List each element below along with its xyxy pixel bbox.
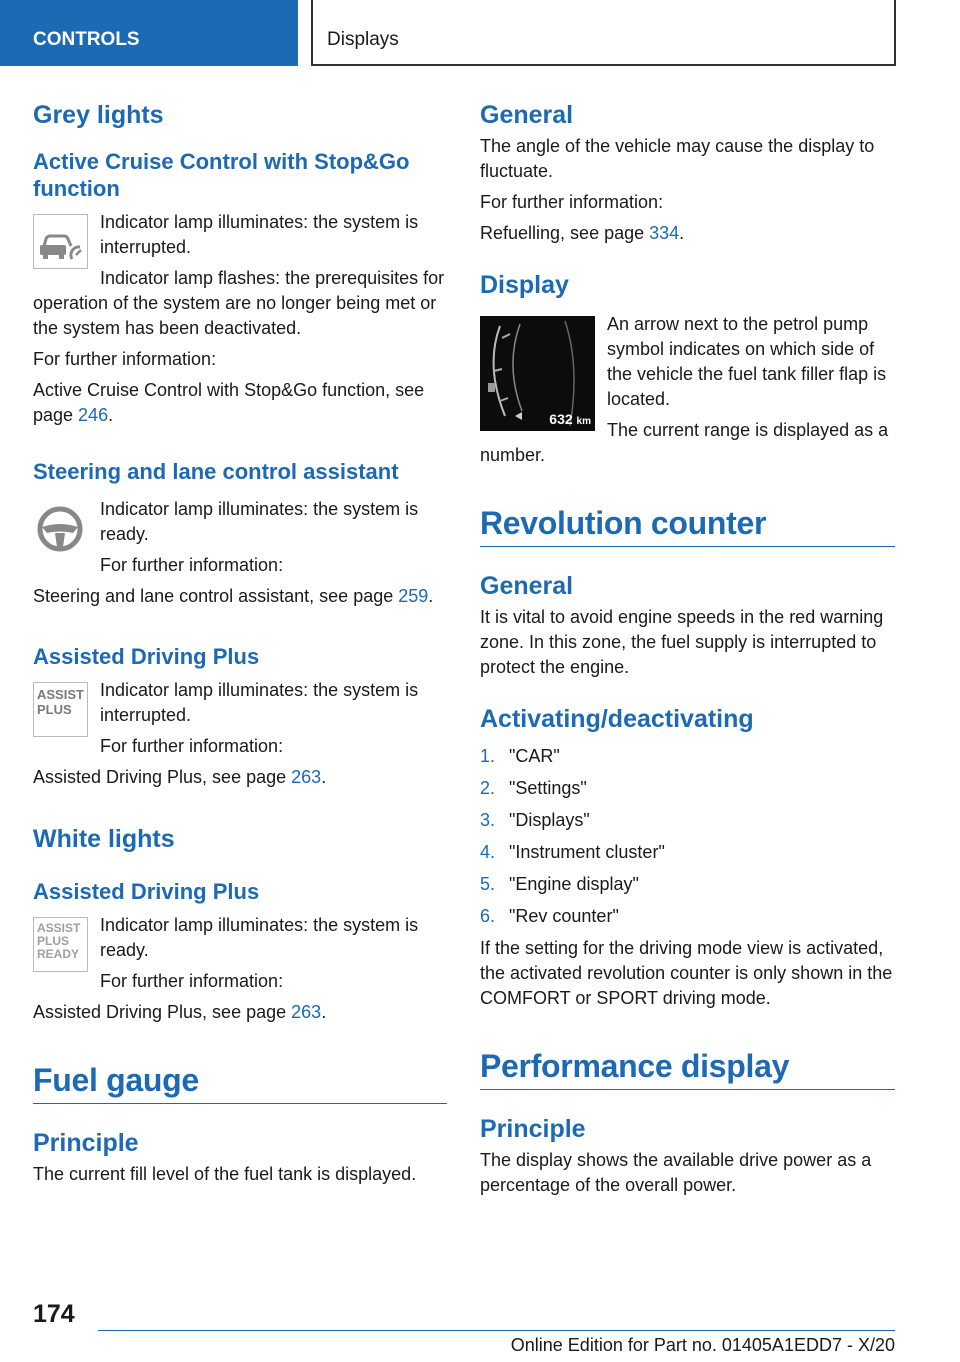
adp-white-block (33, 913, 447, 994)
steering-text-2: For further information: (100, 555, 284, 575)
page-link-263-b[interactable]: 263 (291, 1002, 322, 1022)
acc-text-2: Indicator lamp flashes: the prerequisites for operation of the system are no longer being met or the system has been deactivated. (33, 268, 445, 338)
heading-general-1: General (480, 101, 574, 129)
list-item: 5. "Engine display" (480, 874, 639, 894)
heading-display: Display (480, 271, 569, 299)
right-column (480, 100, 895, 1198)
display-text-1: An arrow next to the petrol pump symbol indicates on which side of the vehicle the fuel tank filler flap is located. (607, 314, 887, 409)
steering-wheel-icon (33, 501, 88, 556)
general-text-1: The angle of the vehicle may cause the display to fluctuate. (480, 136, 875, 181)
acc-text-3: For further information: (33, 349, 217, 369)
section-tab: CONTROLS (0, 0, 298, 66)
adp-grey-text-3: Assisted Driving Plus, see page 263. (33, 767, 327, 787)
list-item: 2. "Settings" (480, 778, 587, 798)
heading-general-2: General (480, 572, 574, 600)
page-link-263-a[interactable]: 263 (291, 767, 322, 787)
adp-white-text-1: Indicator lamp illuminates: the system is ready. (100, 915, 419, 960)
heading-activating: Activating/deactivating (480, 705, 754, 733)
edition-text: Online Edition for Part no. 01405A1EDD7 - X/20 (510, 1335, 895, 1355)
cruise-control-icon (33, 214, 88, 269)
performance-text: The display shows the available drive power as a percentage of the overall power. (480, 1150, 872, 1195)
heading-principle-left: Principle (33, 1129, 139, 1157)
steering-text-1: Indicator lamp illuminates: the system is ready. (100, 499, 419, 544)
list-item: 6. "Rev counter" (480, 906, 619, 926)
steps-list (480, 740, 895, 932)
page-header (0, 0, 960, 66)
adp-white-text-3: Assisted Driving Plus, see page 263. (33, 1002, 327, 1022)
activating-text: If the setting for the driving mode view is activated, the activated revolution counter is only shown in the COMFORT or SPORT driving mode. (480, 938, 893, 1008)
general-text-2: For further information: (480, 192, 664, 212)
left-column (33, 100, 447, 1187)
heading-adp-grey: Assisted Driving Plus (33, 644, 260, 669)
adp-white-text-2: For further information: (100, 971, 284, 991)
assist-plus-ready-icon: ASSIST PLUS READY (33, 917, 88, 972)
rev-counter-text: It is vital to avoid engine speeds in the red warning zone. In this zone, the fuel supply is interrupted to protect the engine. (480, 607, 884, 677)
assist-plus-icon: ASSIST PLUS (33, 682, 88, 737)
display-text-2: The current range is displayed as a number. (480, 420, 889, 465)
display-block (480, 312, 895, 468)
steering-text-3: Steering and lane control assistant, see page 259. (33, 586, 434, 606)
adp-grey-text-1: Indicator lamp illuminates: the system is interrupted. (100, 680, 419, 725)
page-link-259[interactable]: 259 (398, 586, 429, 606)
heading-grey-lights: Grey lights (33, 101, 164, 129)
list-item: 1. "CAR" (480, 746, 560, 766)
range-unit: km (576, 416, 591, 427)
acc-text-1: Indicator lamp illuminates: the system is interrupted. (100, 212, 419, 257)
heading-white-lights: White lights (33, 825, 175, 853)
acc-block (33, 210, 447, 341)
chapter-title: Displays (311, 0, 896, 66)
adp-grey-text-2: For further information: (100, 736, 284, 756)
principle-text-left: The current fill level of the fuel tank is displayed. (33, 1164, 417, 1184)
adp-grey-block (33, 678, 447, 759)
heading-principle-right: Principle (480, 1115, 586, 1143)
heading-acc: Active Cruise Control with Stop&Go function (33, 149, 410, 201)
heading-fuel-gauge: Fuel gauge (33, 1059, 447, 1104)
acc-text-4: Active Cruise Control with Stop&Go function, see page 246. (33, 380, 425, 425)
heading-performance: Performance display (480, 1045, 895, 1090)
heading-steering: Steering and lane control assistant (33, 459, 399, 484)
general-text-3: Refuelling, see page 334. (480, 223, 685, 243)
page-number: 174 (33, 1300, 75, 1328)
list-item: 3. "Displays" (480, 810, 590, 830)
range-value: 632 (549, 411, 573, 427)
fuel-gauge-image (480, 316, 595, 431)
page-link-334[interactable]: 334 (649, 223, 680, 243)
page-link-246[interactable]: 246 (78, 405, 109, 425)
steering-block (33, 497, 447, 578)
list-item: 4. "Instrument cluster" (480, 842, 665, 862)
heading-adp-white: Assisted Driving Plus (33, 879, 260, 904)
heading-rev-counter: Revolution counter (480, 502, 895, 547)
